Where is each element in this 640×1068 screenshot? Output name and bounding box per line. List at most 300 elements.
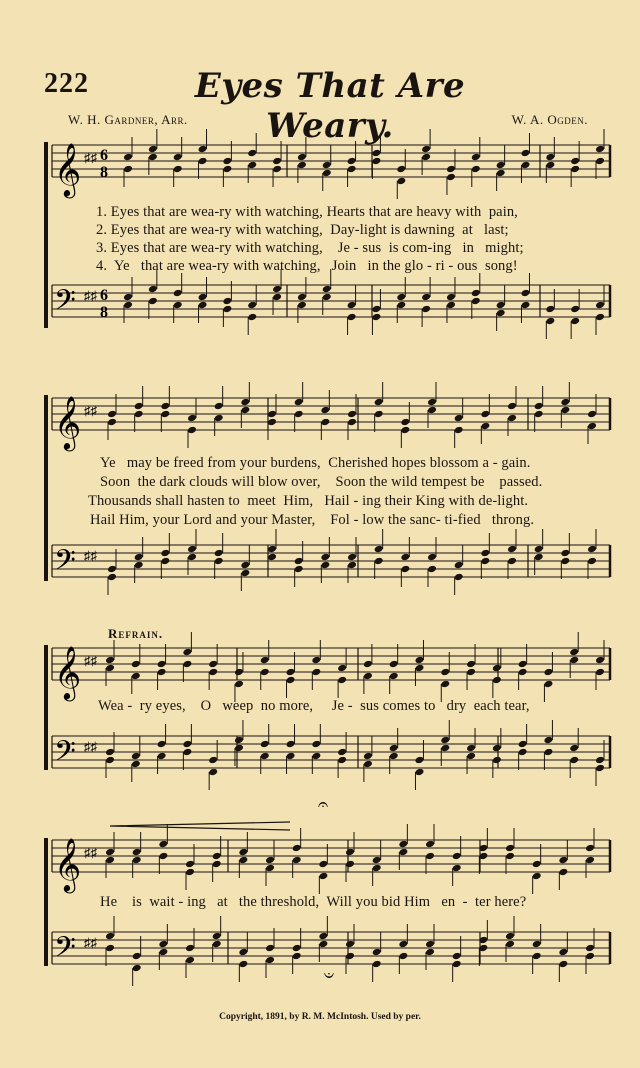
bass-staff (52, 285, 610, 317)
note-head (173, 153, 183, 162)
note-head (294, 398, 304, 407)
note-head (371, 305, 381, 314)
note-head (158, 840, 168, 849)
note-head (440, 736, 450, 745)
note-head (440, 668, 450, 677)
note-head (543, 668, 553, 677)
note-head (265, 944, 275, 953)
note-head (471, 297, 481, 306)
refrain-lyrics-line-2: He is wait - ing at the threshold, Will you bid Him en - ter here? (100, 894, 527, 910)
note-head (272, 293, 282, 302)
note-head (400, 553, 410, 562)
note-head (187, 553, 197, 562)
note-head (105, 944, 115, 953)
note-head (545, 161, 555, 170)
note-head (389, 660, 399, 669)
refrain-label: Refrain. (108, 626, 164, 641)
note-head (505, 852, 515, 861)
note-head (260, 740, 270, 749)
note-head (320, 553, 330, 562)
note-head (454, 414, 464, 423)
note-head (157, 740, 167, 749)
note-head (440, 680, 450, 689)
note-head (272, 285, 282, 294)
verse-3-line-2: Thousands shall hasten to meet Him, Hail - ing their King with de-light. (88, 493, 529, 509)
note-head (569, 744, 579, 753)
note-head (374, 410, 384, 419)
verse-1-line-1: 1. Eyes that are wea-ry with watching, Hearts that are heavy with pain, (96, 204, 518, 220)
note-head (238, 960, 248, 969)
note-head (595, 157, 605, 166)
note-head (322, 293, 332, 302)
note-head (212, 940, 222, 949)
note-head (322, 285, 332, 294)
note-head (585, 856, 595, 865)
time-signature-top: 6 (100, 287, 108, 304)
note-head (123, 301, 133, 310)
bass-clef-icon: 𝄢 (54, 931, 76, 971)
note-head (105, 932, 115, 941)
note-head (107, 573, 117, 582)
note-head (396, 301, 406, 310)
key-signature-sharps-bass: ♯♯ (84, 548, 97, 563)
note-head (134, 410, 144, 419)
note-head (132, 952, 142, 961)
verse-4-line-2: Hail Him, your Lord and your Master, Fol - low the sanc- ti-fied throng. (90, 512, 535, 528)
note-head (173, 289, 183, 298)
bass-clef-icon: 𝄢 (54, 735, 76, 775)
key-signature-sharps-bass: ♯♯ (84, 739, 97, 754)
note-head (507, 402, 517, 411)
note-head (492, 676, 502, 685)
note-head (471, 165, 481, 174)
note-head (570, 157, 580, 166)
note-head (297, 161, 307, 170)
note-head (471, 289, 481, 298)
copyright-notice: Copyright, 1891, by R. M. McIntosh. Used by per. (219, 1012, 421, 1022)
note-head (560, 557, 570, 566)
note-head (396, 165, 406, 174)
note-head (521, 301, 531, 310)
note-head (532, 860, 542, 869)
key-signature-sharps: ♯♯ (84, 403, 97, 418)
note-head (425, 852, 435, 861)
note-head (260, 668, 270, 677)
note-head (425, 840, 435, 849)
note-head (595, 756, 605, 765)
note-head (347, 410, 357, 419)
note-head (398, 848, 408, 857)
note-head (234, 668, 244, 677)
note-head (560, 398, 570, 407)
note-head (345, 940, 355, 949)
note-head (134, 561, 144, 570)
note-head (198, 157, 208, 166)
note-head (534, 545, 544, 554)
note-head (297, 153, 307, 162)
note-head (320, 418, 330, 427)
lyricist-credit: W. H. Gardner, Arr. (68, 112, 188, 127)
note-head (337, 756, 347, 765)
note-head (240, 406, 250, 415)
note-head (322, 169, 332, 178)
note-head (569, 648, 579, 657)
note-head (208, 668, 218, 677)
note-head (372, 960, 382, 969)
note-head (507, 414, 517, 423)
note-head (240, 398, 250, 407)
note-head (214, 549, 224, 558)
note-head (427, 553, 437, 562)
note-head (182, 648, 192, 657)
note-head (131, 760, 141, 769)
time-signature-bottom: 8 (100, 164, 108, 181)
note-head (222, 305, 232, 314)
note-head (518, 748, 528, 757)
note-head (587, 422, 597, 431)
note-head (446, 165, 456, 174)
note-head (452, 852, 462, 861)
key-signature-sharps-bass: ♯♯ (84, 935, 97, 950)
key-signature-sharps-bass: ♯♯ (84, 288, 97, 303)
note-head (534, 553, 544, 562)
note-head (240, 561, 250, 570)
note-head (123, 293, 133, 302)
note-head (208, 768, 218, 777)
note-head (446, 293, 456, 302)
note-head (396, 293, 406, 302)
note-head (318, 860, 328, 869)
note-head (173, 165, 183, 174)
note-head (396, 177, 406, 186)
note-head (234, 736, 244, 745)
note-head (534, 410, 544, 419)
note-head (132, 848, 142, 857)
note-head (480, 422, 490, 431)
note-head (595, 301, 605, 310)
note-head (560, 406, 570, 415)
note-head (131, 752, 141, 761)
note-head (466, 752, 476, 761)
note-head (322, 161, 332, 170)
note-head (265, 856, 275, 865)
note-head (518, 740, 528, 749)
note-head (131, 660, 141, 669)
note-head (286, 740, 296, 749)
note-head (134, 553, 144, 562)
note-head (105, 656, 115, 665)
treble-clef-icon: 𝄞 (54, 645, 82, 699)
note-head (148, 285, 158, 294)
note-head (105, 748, 115, 757)
note-head (247, 161, 257, 170)
note-head (187, 545, 197, 554)
note-head (543, 736, 553, 745)
verse-3-line-1: 3. Eyes that are wea-ry with watching, Je - sus is com-ing in might; (96, 240, 524, 256)
note-head (107, 565, 117, 574)
note-head (247, 301, 257, 310)
note-head (545, 153, 555, 162)
verse-4-line-1: 4. Ye that are wea-ry with watching, Join in the glo - ri - ous song! (96, 258, 518, 274)
note-head (363, 672, 373, 681)
note-head (208, 660, 218, 669)
note-head (545, 305, 555, 314)
note-head (446, 301, 456, 310)
note-head (518, 660, 528, 669)
note-head (311, 752, 321, 761)
note-head (347, 313, 357, 322)
note-head (247, 149, 257, 158)
note-head (398, 940, 408, 949)
note-head (398, 952, 408, 961)
verse-1-line-2: Ye may be freed from your burdens, Cherished hopes blossom a - gain. (100, 455, 531, 471)
note-head (212, 932, 222, 941)
note-head (371, 157, 381, 166)
note-head (292, 944, 302, 953)
note-head (198, 301, 208, 310)
note-head (518, 668, 528, 677)
note-head (585, 952, 595, 961)
note-head (105, 664, 115, 673)
note-head (345, 952, 355, 961)
note-head (214, 557, 224, 566)
note-head (480, 557, 490, 566)
key-signature-sharps: ♯♯ (84, 150, 97, 165)
fermata-icon: 𝄐 (323, 965, 334, 986)
note-head (234, 680, 244, 689)
note-head (222, 157, 232, 166)
note-head (363, 660, 373, 669)
note-head (560, 549, 570, 558)
note-head (558, 948, 568, 957)
note-head (297, 293, 307, 302)
note-head (521, 149, 531, 158)
note-head (454, 573, 464, 582)
note-head (400, 418, 410, 427)
note-head (505, 844, 515, 853)
note-head (427, 565, 437, 574)
note-head (452, 960, 462, 969)
note-head (374, 398, 384, 407)
note-head (496, 309, 506, 318)
note-head (585, 844, 595, 853)
note-head (347, 561, 357, 570)
note-head (198, 145, 208, 154)
note-head (496, 169, 506, 178)
note-head (320, 561, 330, 570)
note-head (440, 744, 450, 753)
note-head (347, 553, 357, 562)
note-head (185, 860, 195, 869)
note-head (185, 944, 195, 953)
note-head (238, 856, 248, 865)
note-head (492, 744, 502, 753)
note-head (182, 748, 192, 757)
note-head (389, 744, 399, 753)
note-head (400, 426, 410, 435)
note-head (543, 680, 553, 689)
note-head (297, 301, 307, 310)
note-head (157, 752, 167, 761)
note-head (466, 668, 476, 677)
note-head (286, 676, 296, 685)
note-head (345, 848, 355, 857)
note-head (123, 165, 133, 174)
note-head (492, 664, 502, 673)
refrain-lyrics-line-1: Wea - ry eyes, O weep no more, Je - sus comes to dry each tear, (98, 698, 530, 714)
note-head (318, 932, 328, 941)
note-head (452, 952, 462, 961)
note-head (595, 313, 605, 322)
note-head (425, 940, 435, 949)
note-head (272, 157, 282, 166)
treble-staff (52, 840, 610, 872)
note-head (185, 956, 195, 965)
bass-clef-icon: 𝄢 (54, 544, 76, 584)
note-head (105, 848, 115, 857)
note-head (421, 153, 431, 162)
note-head (507, 545, 517, 554)
note-head (286, 752, 296, 761)
note-head (158, 852, 168, 861)
note-head (240, 569, 250, 578)
note-head (374, 557, 384, 566)
key-signature-sharps: ♯♯ (84, 653, 97, 668)
note-head (247, 313, 257, 322)
verse-2-line-1: 2. Eyes that are wea-ry with watching, Day-light is dawning at last; (96, 222, 509, 238)
note-head (173, 301, 183, 310)
note-head (294, 557, 304, 566)
note-head (534, 402, 544, 411)
note-head (107, 410, 117, 419)
note-head (558, 960, 568, 969)
note-head (238, 948, 248, 957)
note-head (595, 668, 605, 677)
time-signature-top: 6 (100, 147, 108, 164)
note-head (521, 161, 531, 170)
note-head (471, 153, 481, 162)
bass-staff (52, 932, 610, 964)
note-head (294, 565, 304, 574)
note-head (214, 414, 224, 423)
note-head (507, 557, 517, 566)
system-brace (44, 395, 48, 581)
note-head (157, 660, 167, 669)
note-head (157, 668, 167, 677)
treble-clef-icon: 𝄞 (54, 142, 82, 196)
note-head (347, 301, 357, 310)
note-head (570, 305, 580, 314)
note-head (492, 756, 502, 765)
note-head (160, 410, 170, 419)
note-head (371, 313, 381, 322)
note-head (374, 545, 384, 554)
note-head (415, 756, 425, 765)
note-head (123, 153, 133, 162)
note-head (421, 145, 431, 154)
note-head (466, 660, 476, 669)
note-head (570, 165, 580, 174)
hymn-title: Eyes That Are Weary. (194, 66, 466, 146)
note-head (415, 656, 425, 665)
note-head (105, 756, 115, 765)
note-head (480, 549, 490, 558)
decrescendo-mark (110, 822, 290, 830)
note-head (337, 748, 347, 757)
note-head (208, 756, 218, 765)
note-head (372, 948, 382, 957)
system-4 (44, 794, 610, 986)
note-head (400, 565, 410, 574)
note-head (532, 940, 542, 949)
treble-clef-icon: 𝄞 (54, 837, 82, 891)
composer-credit: W. A. Ogden. (511, 112, 588, 127)
note-head (148, 145, 158, 154)
note-head (345, 860, 355, 869)
note-head (595, 656, 605, 665)
note-head (532, 952, 542, 961)
note-head (107, 418, 117, 427)
note-head (585, 944, 595, 953)
note-head (160, 549, 170, 558)
note-head (134, 402, 144, 411)
fermata-icon: 𝄐 (318, 794, 329, 815)
note-head (265, 864, 275, 873)
note-head (311, 740, 321, 749)
note-head (569, 656, 579, 665)
note-head (454, 561, 464, 570)
note-head (521, 289, 531, 298)
note-head (372, 864, 382, 873)
note-head (292, 856, 302, 865)
note-head (587, 557, 597, 566)
note-head (389, 672, 399, 681)
time-signature-bottom: 8 (100, 304, 108, 321)
note-head (311, 656, 321, 665)
note-head (158, 948, 168, 957)
system-brace (44, 142, 48, 328)
note-head (160, 402, 170, 411)
note-head (292, 844, 302, 853)
note-head (148, 297, 158, 306)
note-head (187, 426, 197, 435)
note-head (398, 840, 408, 849)
note-head (595, 764, 605, 773)
note-head (389, 752, 399, 761)
note-head (415, 664, 425, 673)
note-head (318, 940, 328, 949)
note-head (363, 760, 373, 769)
note-head (292, 952, 302, 961)
note-head (587, 410, 597, 419)
note-head (182, 660, 192, 669)
note-head (372, 856, 382, 865)
note-head (347, 165, 357, 174)
note-head (160, 557, 170, 566)
system-brace (44, 645, 48, 770)
treble-clef-icon: 𝄞 (54, 395, 82, 449)
note-head (286, 668, 296, 677)
note-head (496, 301, 506, 310)
note-head (496, 161, 506, 170)
note-head (425, 948, 435, 957)
note-head (148, 153, 158, 162)
note-head (311, 668, 321, 677)
note-head (337, 664, 347, 673)
note-head (505, 940, 515, 949)
note-head (452, 864, 462, 873)
note-head (260, 656, 270, 665)
